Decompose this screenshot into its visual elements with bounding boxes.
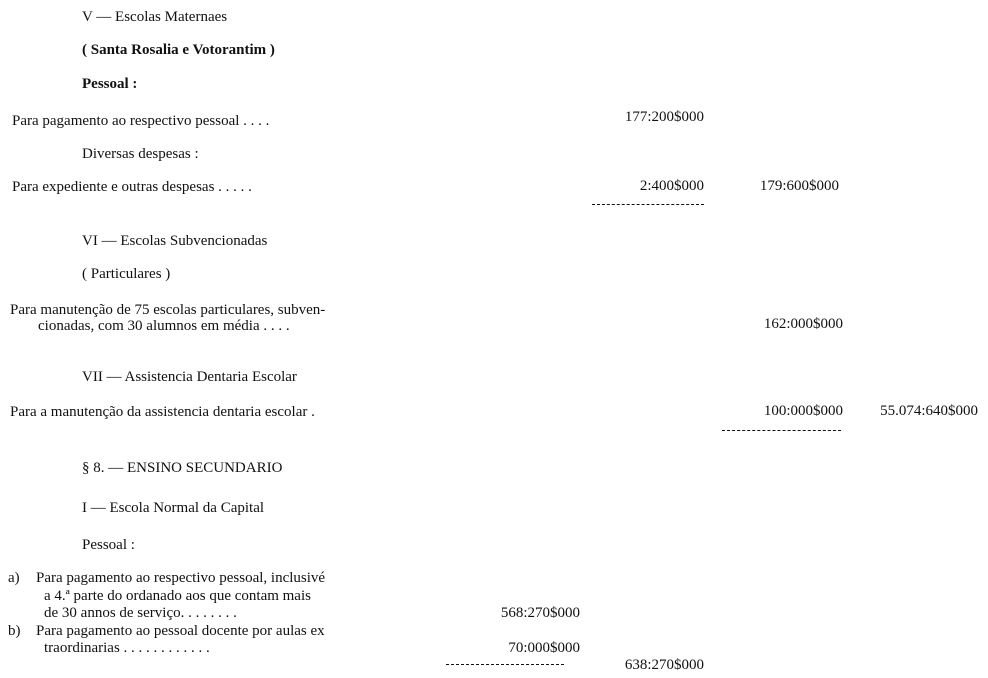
section-vii-title: VII — Assistencia Dentaria Escolar: [82, 369, 297, 385]
section-v-pessoal-heading: Pessoal :: [82, 76, 138, 92]
section-8-pessoal-heading: Pessoal :: [82, 537, 135, 553]
section-v-subtotal: 179:600$000: [759, 178, 839, 194]
item-escolas-line1: Para manutenção de 75 escolas particulares, subven-: [10, 302, 326, 318]
section-vi-subtitle: ( Particulares ): [82, 266, 171, 282]
item-dentaria: Para a manutenção da assistencia dentaria escolar .: [10, 404, 315, 420]
item-b-line2: traordinarias . . . . . . . . . . . .: [44, 640, 210, 656]
item-b-label: b): [8, 623, 21, 639]
item-expediente: Para expediente e outras despesas . . . . .: [12, 179, 252, 195]
section-v-diversas-heading: Diversas despesas :: [82, 146, 199, 162]
section-v-subtitle: ( Santa Rosalia e Votorantim ): [82, 42, 275, 58]
item-expediente-value: 2:400$000: [639, 178, 704, 194]
item-b-line1: Para pagamento ao pessoal docente por aulas ex: [36, 623, 325, 639]
section-8-title: § 8. — ENSINO SECUNDARIO: [82, 460, 283, 476]
item-b-value: 70:000$000: [508, 640, 580, 656]
grand-total: 55.074:640$000: [880, 403, 978, 419]
section-v-title: V — Escolas Maternaes: [82, 9, 228, 25]
rule-section-8: [446, 664, 564, 665]
item-a-line2: a 4.ª parte do ordanado aos que contam mais: [44, 588, 311, 604]
item-a-label: a): [8, 570, 20, 586]
section-8-sub-i: I — Escola Normal da Capital: [82, 500, 265, 516]
item-escolas-line2: cionadas, com 30 alumnos em média . . . .: [38, 318, 290, 334]
rule-section-vii: [722, 430, 841, 431]
item-pessoal-v: Para pagamento ao respectivo pessoal . . . .: [12, 113, 270, 129]
item-escolas-value: 162:000$000: [763, 316, 843, 332]
item-b: [8, 623, 325, 640]
section-vi-title: VI — Escolas Subvencionadas: [82, 233, 268, 249]
item-a: [8, 570, 325, 587]
item-a-line3: de 30 annos de serviço. . . . . . . .: [44, 605, 237, 621]
item-a-value: 568:270$000: [500, 605, 580, 621]
section-8-subtotal: 638:270$000: [624, 657, 704, 673]
rule-section-v: [592, 204, 704, 205]
item-pessoal-v-value: 177:200$000: [624, 109, 704, 125]
item-dentaria-value: 100:000$000: [763, 403, 843, 419]
item-a-line1: Para pagamento ao respectivo pessoal, inclusivé: [36, 570, 326, 586]
